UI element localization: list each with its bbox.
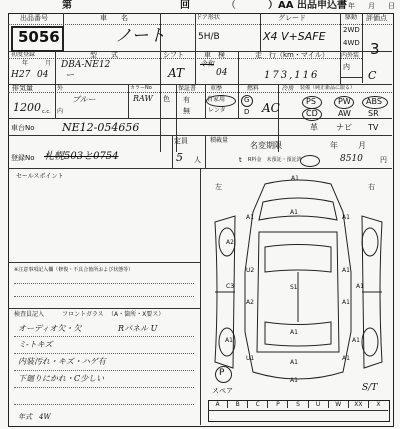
diagram-left-label: 左 (215, 183, 222, 191)
title-mid: 回 (180, 0, 190, 11)
eq-leather: 革 (310, 123, 318, 132)
header-year: 年 (348, 2, 355, 10)
load-label: 積載量 (210, 137, 229, 144)
dmg-rw: A1 (352, 337, 360, 344)
shift-label: シフト (163, 51, 184, 59)
note-5: 下廻りにかれ・C少しい (18, 374, 105, 383)
eq-abs: ABS (366, 97, 382, 106)
history-self: 自家用 (207, 96, 226, 103)
outer-score: C (368, 69, 377, 82)
ext-color: ブルー (72, 95, 96, 104)
dmg-a2: A2 (246, 299, 254, 306)
car-name-label: 車 名 (100, 14, 128, 22)
eq-tv: TV (368, 123, 379, 132)
note-4: 内装汚れ・キズ・ハゲ有 (18, 357, 106, 366)
chassis-no-label: 車台No (11, 124, 35, 132)
door-type-label: ドア形状 (196, 14, 220, 21)
score-label: 評価点 (366, 14, 387, 22)
name-change-label: 名変期限 (250, 141, 282, 150)
nc-month: 月 (358, 141, 366, 150)
dmg-rd: A1 (342, 267, 350, 274)
title-left: 第 (62, 0, 72, 11)
legend-codes (208, 401, 388, 408)
inner-color-label: 内 (57, 108, 64, 115)
inner-exterior-label: 内外装 (341, 52, 360, 59)
inspection-label: 車 検 (204, 51, 225, 59)
note-2: Rパネル U (118, 324, 158, 333)
drive-2wd: 2WD (343, 26, 360, 34)
sales-point-label: セールスポイント (16, 173, 64, 180)
history-label: 車歴 (210, 85, 223, 92)
eq-ps: PS (306, 97, 316, 106)
diagram-right-label: 右 (368, 183, 375, 191)
recycle-amount: 8510 (340, 154, 363, 164)
color-no-label: カラーNo (130, 85, 152, 91)
eq-aw: AW (338, 109, 351, 118)
grade: X4 V+SAFE (263, 30, 326, 43)
steer-mark: S/T (362, 383, 378, 393)
ext-color-label: 外 (57, 85, 64, 92)
dmg-rs: A1 (356, 283, 364, 290)
dmg-rear: A1 (290, 377, 298, 384)
title-aa: ）AA (268, 0, 294, 11)
nc-year: 年 (330, 141, 338, 150)
legend-code: U (309, 401, 329, 408)
dmg-rq: A1 (342, 355, 350, 362)
eq-cd: CD (306, 109, 318, 118)
warranty-yes: 有 (183, 96, 190, 104)
drive-4wd: 4WD (343, 39, 360, 47)
dmg-rr: A1 (342, 299, 350, 306)
legend-code: C (248, 401, 268, 408)
legend-code: W (329, 401, 349, 408)
history-rent: レンタ (208, 107, 226, 114)
mileage-label: 走 行（km・マイル） (255, 51, 329, 59)
model-sub: ー (66, 71, 76, 81)
dmg-roof: S1 (290, 284, 298, 291)
model-type-label: 型 式 (90, 51, 118, 59)
equipment-label: 装備（純正新品に限る） (300, 85, 356, 91)
dmg-lt: A1 (290, 359, 298, 366)
dmg-c3: C3 (226, 283, 235, 290)
note-3: ミ-トキズ (18, 340, 53, 349)
shift: AT (168, 66, 185, 80)
lot-number-label: 出品番号 (20, 14, 48, 22)
legend-code: XX (349, 401, 369, 408)
dmg-rf: A1 (342, 214, 350, 221)
color-no: RAW (133, 94, 153, 103)
front-glass-label: フロントガラス (62, 311, 104, 318)
legend-code: X (376, 401, 381, 408)
legend-code: B (228, 401, 248, 408)
dmg-lw: A1 (225, 337, 233, 344)
mileage: 173,116 (264, 70, 320, 81)
yen-label: 円 (380, 156, 387, 164)
lot-number: 5056 (18, 28, 60, 46)
legend-code: A (208, 401, 228, 408)
aircon-label: 冷房 (282, 85, 295, 92)
eq-navi: ナビ (336, 123, 352, 132)
eq-sr: SR (368, 109, 379, 118)
color-label: 色 (163, 95, 170, 103)
reg-no-label: 登録No (11, 154, 35, 162)
door-type: 5H/B (198, 32, 220, 42)
first-reg-label: 初度登録 (11, 51, 36, 58)
note-1: オーディオ欠・欠 (18, 324, 82, 333)
drive-label: 駆動 (345, 14, 358, 21)
capacity: 5 (176, 151, 183, 164)
warranty-label: 保証書 (178, 85, 197, 92)
first-reg-month: 04 (37, 70, 49, 80)
model-type: DBA-NE12 (61, 60, 111, 70)
spare-mark: P (219, 368, 225, 378)
title-paren: （ (226, 0, 236, 11)
displacement-label: 排気量 (12, 84, 33, 92)
first-reg-month-label: 月 (45, 60, 52, 67)
legend-code: S (288, 401, 308, 408)
ton-label: t (239, 156, 242, 164)
grade-label: グレード (278, 14, 306, 22)
fuel-label: 燃料 (247, 85, 260, 92)
dmg-hood: A1 (290, 209, 298, 216)
front-glass-opts: （A・箇所・X要ス） (108, 311, 165, 318)
dmg-trunk: A1 (290, 329, 298, 336)
inner-score-label: 内 (343, 63, 350, 71)
capacity-label: 定員 (174, 137, 188, 145)
warranty-no: 無 (183, 107, 190, 115)
aircon: AC (262, 101, 280, 115)
inspection-year: 04 (216, 68, 228, 78)
displacement: 1200 (13, 101, 41, 114)
dmg-u1: U1 (246, 355, 255, 362)
car-name: ノート (115, 26, 166, 46)
header-month: 月 (368, 2, 375, 10)
score-value: 3 (370, 40, 380, 58)
chassis-no: NE12-054656 (62, 121, 140, 134)
fuel-g: G (244, 96, 250, 104)
notice-label: ※注意事項記入欄（修復・不具合箇所および状態等） (14, 267, 134, 273)
dmg-lf: A1 (246, 214, 254, 221)
header-day: 日 (388, 2, 395, 10)
reg-no: 札幌503と0754 (44, 151, 119, 162)
first-reg-year-label: 年 (22, 60, 29, 67)
footer-note: 年式 4W (18, 413, 51, 421)
inspector-label: 検査員記入 (14, 311, 45, 318)
recycle-label: R料金 未預託・預託済 (248, 157, 302, 163)
dmg-front: A1 (291, 175, 299, 182)
sheet-title: 出品申込書 (297, 0, 347, 11)
eq-pw: PW (338, 97, 351, 106)
spare-label: スペア (212, 387, 233, 395)
people-label: 人 (194, 156, 201, 164)
dmg-ls: A2 (226, 239, 234, 246)
dmg-u2: U2 (246, 267, 255, 274)
cc-label: c.c. (42, 109, 51, 115)
inspection-era: 令和 (200, 60, 214, 68)
first-reg-era: H27 (11, 70, 31, 80)
legend-code: P (268, 401, 288, 408)
fuel-d: D (244, 108, 250, 116)
